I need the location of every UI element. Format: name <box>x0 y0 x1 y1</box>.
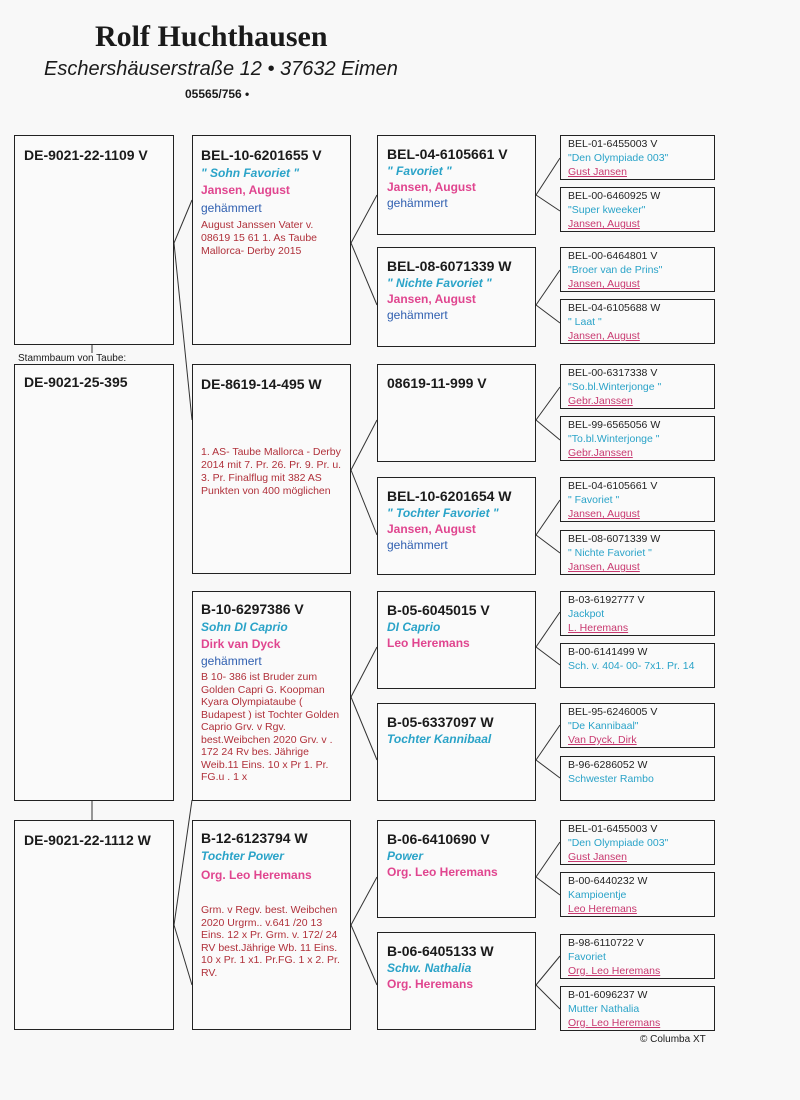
gen4-breeder: Gebr.Janssen <box>568 447 633 459</box>
mother-card <box>14 820 174 1030</box>
gen3-name: " Nichte Favoriet " <box>387 276 492 290</box>
father-ring: DE-9021-22-1109 V <box>24 147 148 163</box>
gen4-breeder: Org. Leo Heremans <box>568 1017 661 1029</box>
gen4-breeder: Jansen, August <box>568 561 640 573</box>
gen2-mf-breeder: Dirk van Dyck <box>201 637 281 651</box>
gen4-name: "De Kannibaal" <box>568 720 639 732</box>
gen3-breeder: Jansen, August <box>387 522 476 536</box>
gen4-name: " Favoriet " <box>568 494 620 506</box>
gen3-card-4 <box>377 477 536 575</box>
gen4-ring: B-00-6141499 W <box>568 646 648 658</box>
gen4-name: Jackpot <box>568 608 605 620</box>
gen4-card-9 <box>560 591 715 636</box>
gen2-card-mm <box>192 820 351 1030</box>
gen4-ring: BEL-01-6455003 V <box>568 823 658 835</box>
gen4-card-1 <box>560 135 715 180</box>
gen4-ring: BEL-00-6317338 V <box>568 367 658 379</box>
gen4-breeder: Gust Jansen <box>568 166 627 178</box>
gen3-card-1 <box>377 135 536 235</box>
gen4-card-8 <box>560 530 715 575</box>
gen4-breeder: L. Heremans <box>568 622 629 634</box>
gen3-ring: B-06-6410690 V <box>387 831 490 847</box>
gen3-ring: 08619-11-999 V <box>387 375 487 391</box>
gen2-ff-ring: BEL-10-6201655 V <box>201 147 322 163</box>
gen4-ring: B-00-6440232 W <box>568 875 648 887</box>
gen3-name: Power <box>387 849 424 863</box>
gen4-breeder: Van Dyck, Dirk <box>568 734 637 746</box>
breeder-address: Eschershäuserstraße 12 • 37632 Eimen <box>44 58 398 80</box>
subject-card <box>14 364 174 801</box>
copyright: © Columba XT <box>640 1034 706 1045</box>
gen4-card-15 <box>560 934 715 979</box>
gen4-breeder: Jansen, August <box>568 218 640 230</box>
gen3-breeder: Org. Heremans <box>387 977 474 991</box>
gen3-card-5 <box>377 591 536 689</box>
gen3-card-6 <box>377 703 536 801</box>
gen4-card-16 <box>560 986 715 1031</box>
gen4-name: "Super kweeker" <box>568 204 646 216</box>
gen4-card-14 <box>560 872 715 917</box>
gen4-ring: BEL-01-6455003 V <box>568 138 658 150</box>
gen4-ring: BEL-00-6460925 W <box>568 190 661 202</box>
gen4-ring: BEL-08-6071339 W <box>568 533 661 545</box>
gen4-name: "Den Olympiade 003" <box>568 837 669 849</box>
gen3-card-8 <box>377 932 536 1030</box>
gen4-name: "Den Olympiade 003" <box>568 152 669 164</box>
gen3-card-3 <box>377 364 536 462</box>
gen3-ring: BEL-08-6071339 W <box>387 258 512 274</box>
gen2-mm-note: Grm. v Regv. best. Weibchen 2020 Urgrm.. v.641 /20 13 Eins. 12 x Pr. Grm. v. 172/ 24 RV best.Jährige Wb. 11 Eins. 10 x Pr. 1 x1. Pr.FG. 1 x 2. Pr. RV. <box>201 904 340 979</box>
gen4-name: "So.bl.Winterjonge " <box>568 381 662 393</box>
gen3-ring: BEL-04-6105661 V <box>387 146 508 162</box>
gen2-ff-color: gehämmert <box>201 201 262 215</box>
gen3-color: gehämmert <box>387 538 448 552</box>
gen2-mm-breeder: Org. Leo Heremans <box>201 868 312 882</box>
gen4-breeder: Jansen, August <box>568 330 640 342</box>
gen3-ring: B-05-6045015 V <box>387 602 490 618</box>
gen3-card-2 <box>377 247 536 347</box>
subject-caption-text: Stammbaum von Taube: <box>18 353 127 364</box>
gen2-ff-breeder: Jansen, August <box>201 183 290 197</box>
father-card <box>14 135 174 345</box>
gen2-mm-ring: B-12-6123794 W <box>201 830 308 846</box>
gen4-name: Sch. v. 404- 00- 7x1. Pr. 14 <box>568 660 695 672</box>
gen4-breeder: Leo Heremans <box>568 903 637 915</box>
gen4-ring: BEL-99-6565056 W <box>568 419 661 431</box>
gen4-name: " Laat " <box>568 316 602 328</box>
breeder-phone: 05565/756 • <box>185 87 250 101</box>
gen2-mf-name: Sohn DI Caprio <box>201 620 288 634</box>
gen4-card-5 <box>560 364 715 409</box>
gen4-name: "Broer van de Prins" <box>568 264 663 276</box>
subject-ring: DE-9021-25-395 <box>24 374 128 390</box>
gen2-ff-name: " Sohn Favoriet " <box>201 166 300 180</box>
gen2-ff-note: August Janssen Vater v. 08619 15 61 1. As Taube Mallorca- Derby 2015 <box>201 219 317 257</box>
gen3-ring: B-06-6405133 W <box>387 943 494 959</box>
gen4-name: " Nichte Favoriet " <box>568 547 652 559</box>
gen4-card-7 <box>560 477 715 522</box>
gen3-card-7 <box>377 820 536 918</box>
breeder-name: Rolf Huchthausen <box>95 20 328 53</box>
gen3-name: " Favoriet " <box>387 164 452 178</box>
gen2-mf-color: gehämmert <box>201 654 262 668</box>
gen4-card-11 <box>560 703 715 748</box>
gen2-fm-ring: DE-8619-14-495 W <box>201 376 322 392</box>
gen4-name: Mutter Nathalia <box>568 1003 640 1015</box>
gen2-mf-ring: B-10-6297386 V <box>201 601 304 617</box>
gen4-card-6 <box>560 416 715 461</box>
gen4-name: Schwester Rambo <box>568 773 654 785</box>
gen4-card-4 <box>560 299 715 344</box>
gen4-card-10 <box>560 643 715 688</box>
gen4-breeder: Jansen, August <box>568 508 640 520</box>
gen2-mf-note: B 10- 386 ist Bruder zum Golden Capri G. Koopman Kyara Olympiataube ( Budapest ) ist Tochter Golden Caprio Grv. v Rgv. best.Weibchen 2020 Grv. v . 172 24 Rv bes. Jährige Weib.11 Eins. 10 x Pr 1. Pr. FG.u . 1 x <box>201 671 340 783</box>
gen4-breeder: Gebr.Janssen <box>568 395 633 407</box>
gen4-breeder: Jansen, August <box>568 278 640 290</box>
gen4-ring: BEL-00-6464801 V <box>568 250 658 262</box>
gen3-name: " Tochter Favoriet " <box>387 506 499 520</box>
gen2-card-mf <box>192 591 351 801</box>
gen3-breeder: Jansen, August <box>387 292 476 306</box>
gen3-breeder: Org. Leo Heremans <box>387 865 498 879</box>
gen2-card-ff <box>192 135 351 345</box>
gen4-breeder: Org. Leo Heremans <box>568 965 661 977</box>
gen4-name: Kampioentje <box>568 889 627 901</box>
gen2-fm-note: 1. AS- Taube Mallorca - Derby 2014 mit 7. Pr. 26. Pr. 9. Pr. u. 3. Pr. Finalflug mit 382 AS Punkten von 400 möglichen <box>201 446 342 497</box>
gen4-breeder: Gust Jansen <box>568 851 627 863</box>
gen4-name: Favoriet <box>568 951 606 963</box>
gen4-ring: B-98-6110722 V <box>568 937 644 949</box>
gen4-card-2 <box>560 187 715 232</box>
gen3-ring: B-05-6337097 W <box>387 714 494 730</box>
gen3-color: gehämmert <box>387 196 448 210</box>
gen4-ring: BEL-04-6105688 W <box>568 302 661 314</box>
gen4-card-12 <box>560 756 715 801</box>
gen3-breeder: Jansen, August <box>387 180 476 194</box>
mother-ring: DE-9021-22-1112 W <box>24 832 151 848</box>
gen4-card-13 <box>560 820 715 865</box>
gen3-name: Schw. Nathalia <box>387 961 472 975</box>
gen3-color: gehämmert <box>387 308 448 322</box>
gen4-ring: BEL-95-6246005 V <box>568 706 658 718</box>
gen2-mm-name: Tochter Power <box>201 849 284 863</box>
gen4-ring: B-96-6286052 W <box>568 759 648 771</box>
gen4-ring: B-03-6192777 V <box>568 594 645 606</box>
gen2-card-fm <box>192 364 351 574</box>
gen3-ring: BEL-10-6201654 W <box>387 488 512 504</box>
gen3-name: Tochter Kannibaal <box>387 732 492 746</box>
gen4-ring: BEL-04-6105661 V <box>568 480 658 492</box>
subject-caption <box>16 353 128 364</box>
gen4-ring: B-01-6096237 W <box>568 989 648 1001</box>
gen3-name: DI Caprio <box>387 620 441 634</box>
gen3-breeder: Leo Heremans <box>387 636 470 650</box>
gen4-name: "To.bl.Winterjonge " <box>568 433 660 445</box>
gen4-card-3 <box>560 247 715 292</box>
